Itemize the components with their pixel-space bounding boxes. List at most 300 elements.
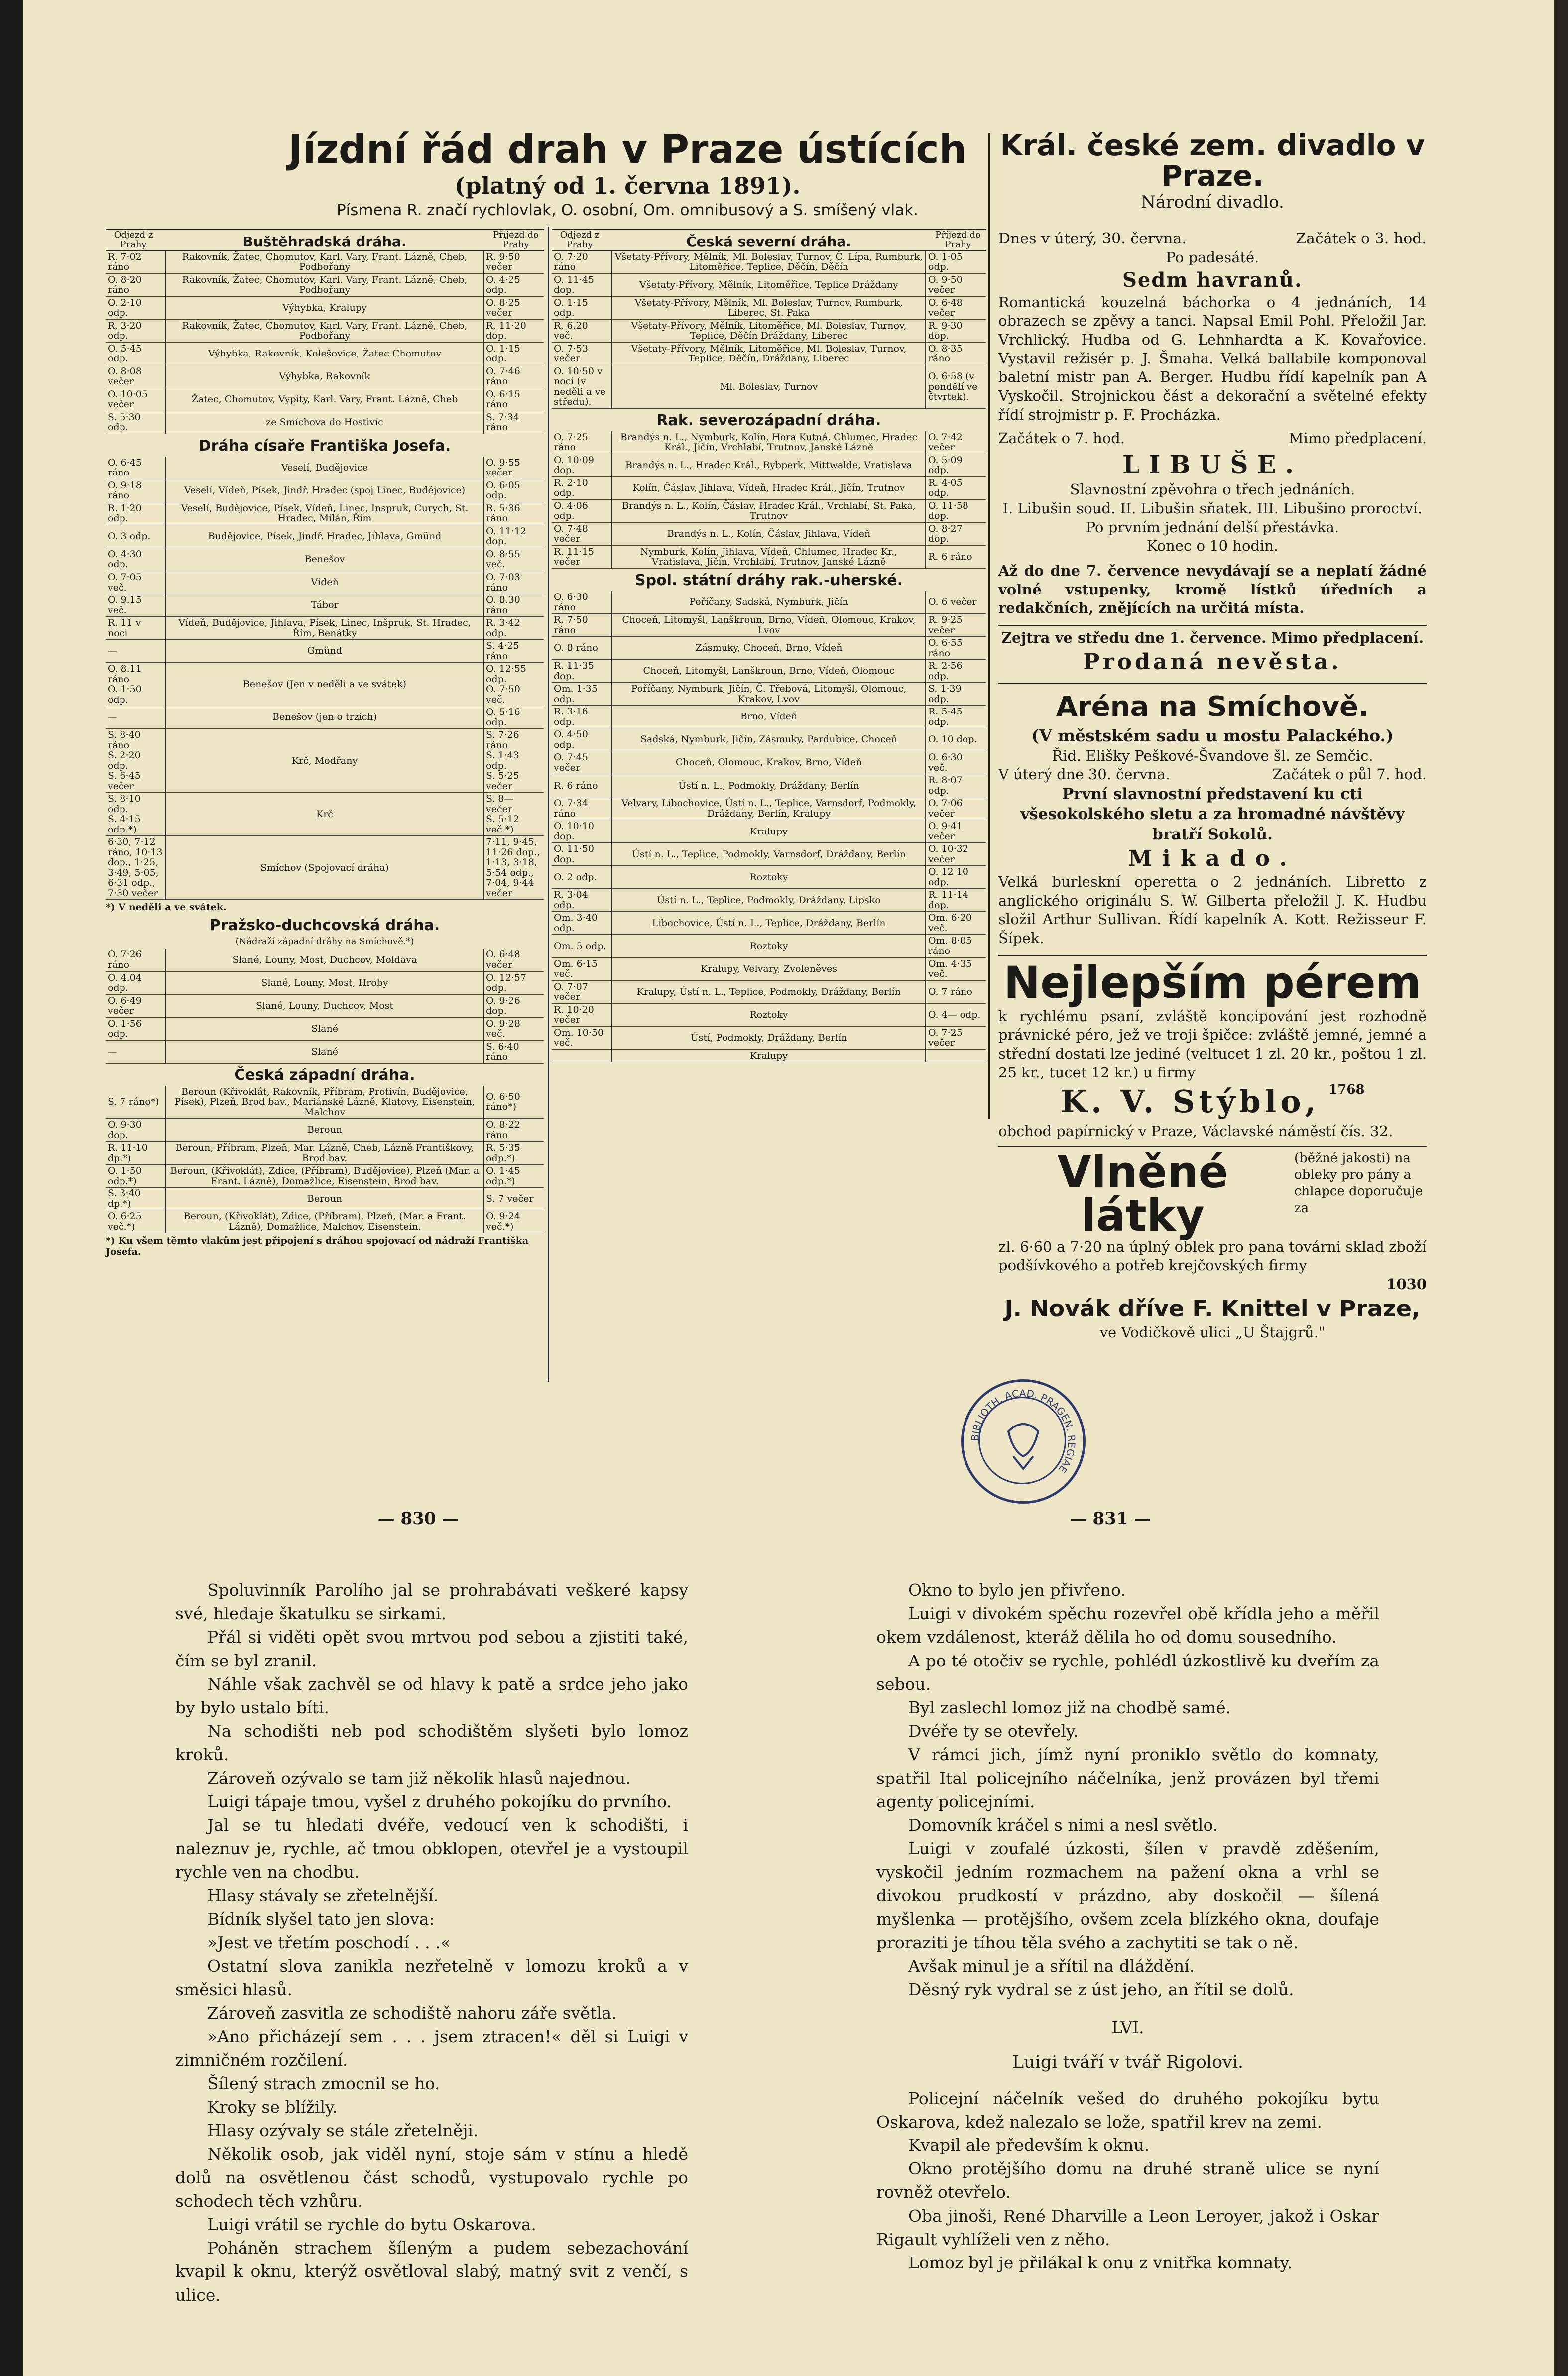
- arrival-time: O. 11·58 dop.: [926, 499, 986, 522]
- departure-time: R. 11·35 dop.: [552, 660, 612, 683]
- timetable-row: [106, 1119, 544, 1142]
- timetable-row: [552, 866, 986, 889]
- destinations: Slané: [166, 1040, 483, 1063]
- arrival-time: O. 9·26 dop.: [483, 994, 544, 1017]
- ad-firm: K. V. Stýblo,: [1060, 1083, 1320, 1120]
- arrival-time: S. 1·39 odp.: [926, 683, 986, 706]
- departure-time: O. 8 ráno: [552, 637, 612, 660]
- arrival-time: R. 5·45 odp.: [926, 706, 986, 728]
- destinations: Rakovník, Žatec, Chomutov, Karl. Vary, Frant. Lázně, Cheb, Podbořany: [166, 319, 483, 342]
- departure-time: R. 3·16 odp.: [552, 706, 612, 728]
- timetable-row: [552, 273, 986, 296]
- destinations: Kralupy: [612, 820, 926, 843]
- departure-time: S. 8·10 odp. S. 4·15 odp.*): [106, 793, 166, 836]
- timetable-row: [106, 251, 544, 274]
- destinations: Kralupy: [612, 1049, 926, 1062]
- play-description: Slavnostní zpěvohra o třech jednáních.: [1070, 481, 1355, 498]
- play-description: Velká burleskní operetta o 2 jednáních. Libretto z anglického originálu S. W. Gilberta přeložil J. K. Hudbu složil Arthur Sullivan. Řídí kapelník A. Kott. Režisseur F. Šípek.: [998, 873, 1427, 947]
- destinations: Slané: [166, 1017, 483, 1040]
- timetable-row: [552, 957, 986, 980]
- departure-time: O. 10·10 dop.: [552, 820, 612, 843]
- destinations: Roztoky: [612, 866, 926, 889]
- arena-director: Řid. Elišky Peškové-Švandove šl. ze Semčic.: [1052, 747, 1373, 764]
- arrival-time: O. 10 dop.: [926, 728, 986, 751]
- arrival-time: O. 4— odp.: [926, 1003, 986, 1026]
- timetable-row: [552, 774, 986, 797]
- timetable-validity: (platný od 1. června 1891).: [454, 172, 801, 199]
- story-paragraph: Domovník kráčel s nimi a nesl světlo.: [908, 1815, 1218, 1835]
- destinations: Velvary, Libochovice, Ústí n. L., Teplice, Varnsdorf, Podmokly, Dráždany, Berlín, Kralupy: [612, 797, 926, 820]
- destinations: Všetaty-Přívory, Mělník, Litoměřice, Ml. Boleslav, Turnov, Teplice, Děčín, Dráždany, Liberec: [612, 342, 926, 365]
- departure-time: O. 10·05 večer: [106, 388, 166, 411]
- story-paragraph: Lomoz byl je přilákal k onu z vnitřka komnaty.: [908, 2253, 1293, 2272]
- departure-time: O. 11·45 dop.: [552, 273, 612, 296]
- arrival-time: R. 4·05 odp.: [926, 476, 986, 499]
- story-paragraph: Hlasy stávaly se zřetelnější.: [207, 1886, 439, 1905]
- story-paragraph: Šílený strach zmocnil se ho.: [207, 2073, 440, 2093]
- departure-time: O. 8·20 ráno: [106, 273, 166, 296]
- departure-time: O. 7·48 večer: [552, 522, 612, 545]
- destinations: Brandýs n. L., Kolín, Čáslav, Hradec Král., Vrchlabí, St. Paka, Trutnov: [612, 499, 926, 522]
- departure-time: Om. 3·40 odp.: [552, 912, 612, 935]
- story-paragraph: Náhle však zachvěl se od hlavy k patě a srdce jeho jako by bylo ustalo bíti.: [175, 1674, 688, 1717]
- timetable-row: [106, 502, 544, 525]
- timetable-note: *) V neděli a ve svátek.: [106, 902, 227, 913]
- arena-subtitle: (V městském sadu u mostu Palackého.): [1031, 725, 1394, 745]
- story-paragraph: Ostatní slova zanikla nezřetelně v lomozu kroků a v směsici hlasů.: [175, 1956, 688, 2000]
- destinations: Beroun: [166, 1188, 483, 1210]
- timetable-row: [106, 388, 544, 411]
- arrival-time: R. 2·56 odp.: [926, 660, 986, 683]
- ad-big-text: Vlněné látky: [1057, 1146, 1228, 1241]
- story-paragraph: Luigi tápaje tmou, vyšel z druhého pokojíku do prvního.: [207, 1791, 672, 1811]
- theatre-start: Začátek o 7. hod.: [998, 430, 1125, 447]
- timetable-zapadni: [106, 1086, 544, 1234]
- destinations: Veselí, Budějovice: [166, 457, 483, 479]
- railway-name: Česká severní dráha.: [686, 233, 851, 250]
- arrival-time: O. 9·41 večer: [926, 820, 986, 843]
- timetable-row: [552, 614, 986, 637]
- departure-time: O. 6·25 več.*): [106, 1210, 166, 1233]
- arrival-time: S. 8— večer S. 5·12 več.*): [483, 793, 544, 836]
- timetable-row: [106, 457, 544, 479]
- departure-time: R. 11·15 večer: [552, 545, 612, 568]
- departure-time: Om. 10·50 več.: [552, 1026, 612, 1049]
- timetable-row: [106, 571, 544, 594]
- destinations: Ústí n. L., Podmokly, Dráždany, Berlín: [612, 774, 926, 797]
- page-number-right: — 831 —: [1070, 1509, 1151, 1529]
- departure-time: —: [106, 640, 166, 663]
- scan-edge-left: [0, 0, 23, 2376]
- timetable-severni: [552, 251, 986, 409]
- theatre-subtitle: Národní divadlo.: [1141, 192, 1284, 212]
- destinations: Choceň, Litomyšl, Lanškroun, Brno, Vídeň, Olomouc, Krakov, Lvov: [612, 614, 926, 637]
- arrival-time: O. 1·15 odp.: [483, 342, 544, 365]
- destinations: Beroun, (Křivoklát), Zdice, (Příbram), Budějovice), Plzeň (Mar. a Frant. Lázně), Domažlice, Eisenstein, Brod bav.: [166, 1165, 483, 1188]
- destinations: Všetaty-Přívory, Mělník, Ml. Boleslav, Turnov, Rumburk, Liberec, St. Paka: [612, 296, 926, 319]
- departure-time: O. 8·08 večer: [106, 365, 166, 388]
- story-paragraph: Byl zaslechl lomoz již na chodbě samé.: [908, 1697, 1231, 1717]
- arena-title: Aréna na Smíchově.: [1056, 690, 1369, 723]
- story-paragraph: Jal se tu hledati dvéře, vedoucí ven k schodišti, i naleznuv je, rychle, ač tmou obklopen, otevřel je a vystoupil rychle ven na chodbu.: [175, 1815, 688, 1882]
- story-paragraph: V rámci jich, jímž nyní proniklo světlo do komnaty, spatřil Ital policejního náčelníka, jenž provázen byl třemi agenty policejními.: [876, 1745, 1379, 1811]
- destinations: Ústí n. L., Teplice, Podmokly, Dráždany, Lipsko: [612, 889, 926, 912]
- timetable-row: [106, 706, 544, 729]
- departure-time: R. 6.20 več.: [552, 319, 612, 342]
- destinations: Brandýs n. L., Nymburk, Kolín, Hora Kutná, Chlumec, Hradec Král., Jičín, Vrchlabí, Trutnov, Janské Lázně: [612, 431, 926, 454]
- timetable-row: [106, 1165, 544, 1188]
- arrival-time: O. 6·05 odp.: [483, 479, 544, 502]
- departure-time: O. 7·26 ráno: [106, 949, 166, 971]
- timetable-row: [106, 1040, 544, 1063]
- timetable-row: [106, 548, 544, 571]
- timetable-row: [552, 843, 986, 866]
- play-title: Mikado.: [1128, 845, 1297, 871]
- story-paragraph: Přál si viděti opět svou mrtvou pod sebou a zjistiti také, čím se byl zranil.: [175, 1627, 688, 1670]
- timetable-row: [552, 296, 986, 319]
- story-paragraph: Oba jinoši, René Dharville a Leon Leroyer, jakož i Oskar Rigault vyhlíželi ven z něho.: [876, 2206, 1379, 2249]
- chapter-number: LVI.: [1111, 2018, 1144, 2038]
- destinations: Benešov (jen o trzích): [166, 706, 483, 729]
- arrival-time: O. 6·58 (v pondělí ve čtvrtek).: [926, 365, 986, 408]
- story-paragraph: Okno to bylo jen přivřeno.: [908, 1580, 1126, 1600]
- departure-time: O. 2 odp.: [552, 866, 612, 889]
- arrival-time: O. 8·22 ráno: [483, 1119, 544, 1142]
- arrival-time: R. 9·50 večer: [483, 251, 544, 274]
- arrival-time: O. 5·09 odp.: [926, 454, 986, 476]
- chapter-title: Luigi tváří v tvář Rigolovi.: [1012, 2052, 1244, 2072]
- play-description: Romantická kouzelná báchorka o 4 jednáních, 14 obrazech se zpěvy a tanci. Napsal Emil Pohl. Přeložil Jar. Vrchlický. Hudba od G. Lehnhardta a K. Kovařovice. Vystavil režisér p. J. Šmaha. Velká ballabile komponoval baletní mistr pan A. Berger. Hudbu řídí kapelník pan A Vyskočil. Strojnickou část a dekorační a světelné efekty řídí strojmistr p. F. Procházka.: [998, 293, 1427, 423]
- departure-time: R. 1·20 odp.: [106, 502, 166, 525]
- page-number-left: — 830 —: [377, 1509, 459, 1529]
- timetable-row: [106, 594, 544, 617]
- timetable-row: [106, 1188, 544, 1210]
- theatre-date: Dnes v úterý, 30. června.: [998, 230, 1187, 247]
- timetable-row: [552, 912, 986, 935]
- arrival-time: O. 6·55 ráno: [926, 637, 986, 660]
- arrival-time: O. 8·27 dop.: [926, 522, 986, 545]
- destinations: Kralupy, Ústí n. L., Teplice, Podmokly, Dráždany, Berlín: [612, 980, 926, 1003]
- destinations: Beroun (Křivoklát, Rakovník, Příbram, Protivín, Budějovice, Písek), Plzeň, Brod bav., Mariánské Lázně, Klatovy, Eisenstein, Malchov: [166, 1086, 483, 1119]
- story-paragraph: Bídník slyšel tato jen slova:: [207, 1909, 435, 1929]
- timetable-row: [552, 365, 986, 408]
- arrival-time: 7·11, 9·45, 11·26 dop., 1·13, 3·18, 5·54 odp., 7·04, 9·44 večer: [483, 836, 544, 900]
- departure-time: O. 3 odp.: [106, 525, 166, 548]
- ad-address: obchod papírnický v Praze, Václavské náměstí čís. 32.: [998, 1122, 1393, 1140]
- timetable-row: [552, 751, 986, 774]
- arrival-time: O. 12 10 odp.: [926, 866, 986, 889]
- destinations: Poříčany, Sadská, Nymburk, Jičín: [612, 591, 926, 614]
- departure-time: O. 4·30 odp.: [106, 548, 166, 571]
- departure-time: O. 4·06 odp.: [552, 499, 612, 522]
- timetable-row: [106, 525, 544, 548]
- stamp-text: BIBLIOTH. ACAD. PRAGEN. REGIAE: [968, 1387, 1078, 1475]
- arrival-time: R. 5·35 odp.*): [483, 1142, 544, 1165]
- departure-time: R. 11 v noci: [106, 617, 166, 640]
- divider: [998, 955, 1427, 956]
- arrival-time: O. 9·24 več.*): [483, 1210, 544, 1233]
- timetable-row: [552, 1003, 986, 1026]
- destinations: Vídeň, Budějovice, Jihlava, Písek, Linec, Inšpruk, St. Hradec, Řím, Benátky: [166, 617, 483, 640]
- arrival-time: O. 11·12 dop.: [483, 525, 544, 548]
- story-paragraph: »Jest ve třetím poschodí . . .«: [207, 1932, 451, 1952]
- destinations: Výhybka, Rakovník, Kolešovice, Žatec Chomutov: [166, 342, 483, 365]
- story-paragraph: Hlasy ozývaly se stále zřetelněji.: [207, 2121, 479, 2140]
- destinations: Krč, Modřany: [166, 729, 483, 793]
- story-paragraph: Kvapil ale především k oknu.: [908, 2135, 1150, 2155]
- timetable-row: [106, 411, 544, 434]
- departure-time: R. 7·50 ráno: [552, 614, 612, 637]
- arrival-time: O. 7·06 večer: [926, 797, 986, 820]
- departure-time: O. 7·25 ráno: [552, 431, 612, 454]
- ad-firm: J. Novák dříve F. Knittel v Praze,: [1004, 1295, 1421, 1322]
- timetable-statni: [552, 591, 986, 1062]
- ad-note: (běžné jakosti) na obleky pro pány a chlapce doporučuje za: [1294, 1150, 1423, 1216]
- timetable-row: [106, 949, 544, 971]
- destinations: Ústí n. L., Teplice, Podmokly, Varnsdorf, Dráždany, Berlín: [612, 843, 926, 866]
- timetable-row: [106, 342, 544, 365]
- destinations: Vídeň: [166, 571, 483, 594]
- story-paragraph: Avšak minul je a sřítil na dláždění.: [908, 1956, 1195, 1976]
- departure-time: R. 10·20 večer: [552, 1003, 612, 1026]
- departure-time: O. 1·15 odp.: [552, 296, 612, 319]
- destinations: Budějovice, Písek, Jindř. Hradec, Jihlava, Gmünd: [166, 525, 483, 548]
- arrival-time: O. 6·48 večer: [926, 296, 986, 319]
- departure-time: O. 6·45 ráno: [106, 457, 166, 479]
- arrival-time: O. 12·57 odp.: [483, 971, 544, 994]
- ad-headline: Nejlepším pérem: [1003, 956, 1422, 1008]
- ad-number: 1768: [1328, 1082, 1365, 1098]
- timetable-row: [106, 365, 544, 388]
- theatre-note: Po prvním jednání delší přestávka.: [1086, 518, 1339, 536]
- destinations: Kralupy, Velvary, Zvoleněves: [612, 957, 926, 980]
- destinations: Slané, Louny, Most, Hroby: [166, 971, 483, 994]
- timetable-row: [106, 793, 544, 836]
- departure-time: R. 6 ráno: [552, 774, 612, 797]
- arrival-time: [926, 1049, 986, 1062]
- destinations: Libochovice, Ústí n. L., Teplice, Dráždany, Berlín: [612, 912, 926, 935]
- timetable-frantisek-josef: [106, 457, 544, 900]
- departure-time: O. 6·49 večer: [106, 994, 166, 1017]
- timetable-row: [106, 1142, 544, 1165]
- timetable-row: [106, 1210, 544, 1233]
- stamp-emblem-icon: [964, 1382, 1083, 1501]
- timetable-severozapadni: [552, 431, 986, 569]
- timetable-row: [552, 637, 986, 660]
- story-column-left: [175, 1578, 688, 2307]
- departure-time: R. 3·04 odp.: [552, 889, 612, 912]
- timetable-row: [552, 935, 986, 957]
- arena-date: V úterý dne 30. června.: [998, 766, 1170, 783]
- arrival-time: Om. 6·20 več.: [926, 912, 986, 935]
- departure-time: R. 11·10 dp.*): [106, 1142, 166, 1165]
- arrival-time: O. 6·48 večer: [483, 949, 544, 971]
- departure-time: O. 4·50 odp.: [552, 728, 612, 751]
- arrival-time: O. 9·50 večer: [926, 273, 986, 296]
- timetable-duchcov: [106, 949, 544, 1063]
- play-acts: I. Libušin soud. II. Libušin sňatek. III. Libušino proroctví.: [1002, 499, 1423, 517]
- railway-subtitle: (Nádraží západní dráhy na Smíchově.*): [235, 936, 414, 947]
- departure-time: O. 9·30 dop.: [106, 1119, 166, 1142]
- timetable-row: [552, 728, 986, 751]
- timetable-row: [106, 663, 544, 706]
- timetable-row: [552, 1026, 986, 1049]
- arrival-time: O. 7·42 večer: [926, 431, 986, 454]
- ad-price: zl. 6·60 a 7·20 na úplný oblek pro pana továrni sklad zboží podšívkového a potřeb krejčovských firmy: [998, 1238, 1427, 1274]
- timetable-row: [106, 836, 544, 900]
- arrival-time: O. 1·05 odp.: [926, 251, 986, 274]
- departure-time: O. 9.15 več.: [106, 594, 166, 617]
- timetable-row: [106, 1017, 544, 1040]
- timetable-row: [552, 476, 986, 499]
- departure-time: [552, 1049, 612, 1062]
- departure-time: O. 7·07 večer: [552, 980, 612, 1003]
- timetable-right-column: [552, 229, 986, 1062]
- arrival-time: O. 9·28 več.: [483, 1017, 544, 1040]
- departure-time: O. 7·34 ráno: [552, 797, 612, 820]
- departure-time: R. 7·02 ráno: [106, 251, 166, 274]
- arrival-time: O. 7 ráno: [926, 980, 986, 1003]
- railway-name: Dráha císaře Františka Josefa.: [198, 437, 451, 455]
- departure-time: O. 1·56 odp.: [106, 1017, 166, 1040]
- timetable-row: [552, 660, 986, 683]
- timetable-row: [552, 706, 986, 728]
- arrival-time: R. 9·30 dop.: [926, 319, 986, 342]
- arrival-time: R. 11·20 dop.: [483, 319, 544, 342]
- arrival-time: O. 10·32 večer: [926, 843, 986, 866]
- destinations: ze Smíchova do Hostivic: [166, 411, 483, 434]
- departure-time: O. 7·53 večer: [552, 342, 612, 365]
- destinations: Brandýs n. L., Hradec Král., Rybperk, Mittwalde, Vratislava: [612, 454, 926, 476]
- destinations: Tábor: [166, 594, 483, 617]
- story-paragraph: Luigi v zoufalé úzkosti, šílen v pravdě zděšením, vyskočil jedním rozmachem na pažení okna a vrhl se divokou prudkostí v prázdno, aby doskočil — šílená myšlenka — protějšího, ovšem zcela blízkého okna, doufaje proraziti je tíhou těla svého a zachytiti se tak o ně.: [876, 1839, 1379, 1952]
- timetable-row: [552, 431, 986, 454]
- story-paragraph: Luigi v divokém spěchu rozevřel obě křídla jeho a měřil okem vzdálenost, kteráž dělila ho od domu sousedního.: [876, 1604, 1379, 1647]
- destinations: Beroun, (Křivoklát), Zdice, (Příbram), Plzeň, (Mar. a Frant. Lázně), Domažlice, Malchov, Eisenstein.: [166, 1210, 483, 1233]
- story-paragraph: Dvéře ty se otevřely.: [908, 1721, 1079, 1741]
- destinations: Veselí, Budějovice, Písek, Vídeň, Linec, Inspruk, Curych, St. Hradec, Milán, Řím: [166, 502, 483, 525]
- departure-time: O. 4.04 odp.: [106, 971, 166, 994]
- departure-time: —: [106, 706, 166, 729]
- timetable-row: [106, 296, 544, 319]
- col-label-depart: Odjezd z Prahy: [114, 230, 153, 250]
- arrival-time: R. 5·36 ráno: [483, 502, 544, 525]
- timetable-note: *) Ku všem těmto vlakům jest připojení s dráhou spojovací od nádraží Františka Josefa.: [106, 1235, 529, 1258]
- timetable-row: [552, 1049, 986, 1062]
- destinations: Výhybka, Kralupy: [166, 296, 483, 319]
- destinations: Roztoky: [612, 1003, 926, 1026]
- arrival-time: O. 8·25 večer: [483, 296, 544, 319]
- destinations: Roztoky: [612, 935, 926, 957]
- departure-time: O. 11·50 dop.: [552, 843, 612, 866]
- arena-start: Začátek o půl 7. hod.: [1272, 766, 1427, 783]
- timetable-row: [552, 820, 986, 843]
- arrival-time: Om. 4·35 več.: [926, 957, 986, 980]
- timetable-row: [106, 971, 544, 994]
- story-paragraph: Luigi vrátil se rychle do bytu Oskarova.: [207, 2215, 536, 2235]
- theatre-extra: Mimo předplacení.: [1288, 430, 1427, 447]
- timetable-title: Jízdní řád drah v Praze ústících: [288, 127, 967, 172]
- departure-time: Om. 6·15 več.: [552, 957, 612, 980]
- destinations: Sadská, Nymburk, Jičín, Zásmuky, Pardubice, Choceň: [612, 728, 926, 751]
- timetable-row: [552, 251, 986, 274]
- destinations: Veselí, Vídeň, Písek, Jindř. Hradec (spoj Linec, Budějovice): [166, 479, 483, 502]
- arrival-time: O. 8·35 ráno: [926, 342, 986, 365]
- arrival-time: O. 1·45 odp.*): [483, 1165, 544, 1188]
- departure-time: 6·30, 7·12 ráno, 10·13 dop., 1·25, 3·49, 5·05, 6·31 odp., 7·30 večer: [106, 836, 166, 900]
- arrival-time: O. 7·46 ráno: [483, 365, 544, 388]
- departure-time: O. 10·09 dop.: [552, 454, 612, 476]
- ad-address: ve Vodičkově ulici „U Štajgrů.": [1099, 1324, 1326, 1341]
- story-paragraph: A po té otočiv se rychle, pohlédl úzkostlivě ku dveřím za sebou.: [876, 1651, 1379, 1694]
- theatre-title: Král. české zem. divadlo v Praze.: [1000, 128, 1425, 193]
- divider: [998, 625, 1427, 626]
- theatre-column: [998, 130, 1427, 1342]
- timetable-legend: Písmena R. značí rychlovlak, O. osobní, Om. omnibusový a S. smíšený vlak.: [336, 201, 919, 219]
- story-paragraph: Okno protějšího domu na druhé straně ulice se nyní rovněž otevřelo.: [876, 2159, 1379, 2202]
- destinations: Všetaty-Přívory, Mělník, Litoměřice, Teplice Dráždany: [612, 273, 926, 296]
- departure-time: O. 1·50 odp.*): [106, 1165, 166, 1188]
- timetable-row: [106, 319, 544, 342]
- timetable-row: [552, 319, 986, 342]
- arrival-time: O. 8.30 ráno: [483, 594, 544, 617]
- departure-time: O. 5·45 odp.: [106, 342, 166, 365]
- timetable-row: [552, 545, 986, 568]
- destinations: Choceň, Olomouc, Krakov, Brno, Vídeň: [612, 751, 926, 774]
- arrival-time: S. 7 večer: [483, 1188, 544, 1210]
- story-paragraph: Policejní náčelník vešed do druhého pokojíku bytu Oskarova, kdež nalezalo se lože, spatřil krev na zemi.: [876, 2088, 1379, 2132]
- arrival-time: O. 6 večer: [926, 591, 986, 614]
- destinations: Beroun, Příbram, Plzeň, Mar. Lázně, Cheb, Lázně Františkovy, Brod bav.: [166, 1142, 483, 1165]
- divider: [998, 683, 1427, 684]
- timetable-row: [106, 729, 544, 793]
- scan-edge-right: [1554, 0, 1568, 2376]
- timetable-row: [106, 994, 544, 1017]
- departure-time: O. 6·30 ráno: [552, 591, 612, 614]
- timetable-row: [552, 591, 986, 614]
- departure-time: Om. 5 odp.: [552, 935, 612, 957]
- destinations: Poříčany, Nymburk, Jičín, Č. Třebová, Litomyšl, Olomouc, Krakov, Lvov: [612, 683, 926, 706]
- story-paragraph: Kroky se blížily.: [207, 2097, 338, 2117]
- destinations: Žatec, Chomutov, Vypity, Karl. Vary, Frant. Lázně, Cheb: [166, 388, 483, 411]
- arrival-time: R. 3·42 odp.: [483, 617, 544, 640]
- departure-time: —: [106, 1040, 166, 1063]
- story-paragraph: Zároveň zasvitla ze schodiště nahoru záře světla.: [207, 2003, 617, 2023]
- arena-announce: První slavnostní představení ku cti všesokolského sletu a za hromadné návštěvy bratří Sokolů.: [1020, 785, 1405, 843]
- theatre-tomorrow: Zejtra ve středu dne 1. července. Mimo předplacení.: [1001, 629, 1424, 646]
- destinations: Krč: [166, 793, 483, 836]
- arrival-time: O. 7·25 večer: [926, 1026, 986, 1049]
- column-rule-middle: [548, 227, 549, 1382]
- timetable-row: [552, 797, 986, 820]
- table-header-severni: [552, 229, 986, 251]
- timetable-left-column: [106, 229, 544, 1261]
- arrival-time: S. 7·26 ráno S. 1·43 odp. S. 5·25 večer: [483, 729, 544, 793]
- timetable-row: [106, 1086, 544, 1119]
- theatre-notice: Až do dne 7. července nevydávají se a neplatí žádné volné vstupenky, kromě lístků úředních a redakčních, znějících na určitá místa.: [998, 562, 1427, 617]
- arrival-time: O. 9·55 večer: [483, 457, 544, 479]
- departure-time: O. 9·18 ráno: [106, 479, 166, 502]
- arrival-time: O. 12·55 odp. O. 7·50 več.: [483, 663, 544, 706]
- destinations: Rakovník, Žatec, Chomutov, Karl. Vary, Frant. Lázně, Cheb, Podbořany: [166, 273, 483, 296]
- destinations: Ml. Boleslav, Turnov: [612, 365, 926, 408]
- railway-name: Buštěhradská dráha.: [242, 233, 407, 250]
- svg-text:BIBLIOTH. ACAD. PRAGEN. REGIAE: [969, 1387, 1078, 1475]
- destinations: Ústí, Podmokly, Dráždany, Berlín: [612, 1026, 926, 1049]
- arrival-time: O. 8·55 več.: [483, 548, 544, 571]
- story-paragraph: Zároveň ozývalo se tam již několik hlasů najednou.: [207, 1768, 631, 1788]
- column-rule-right: [988, 133, 990, 1119]
